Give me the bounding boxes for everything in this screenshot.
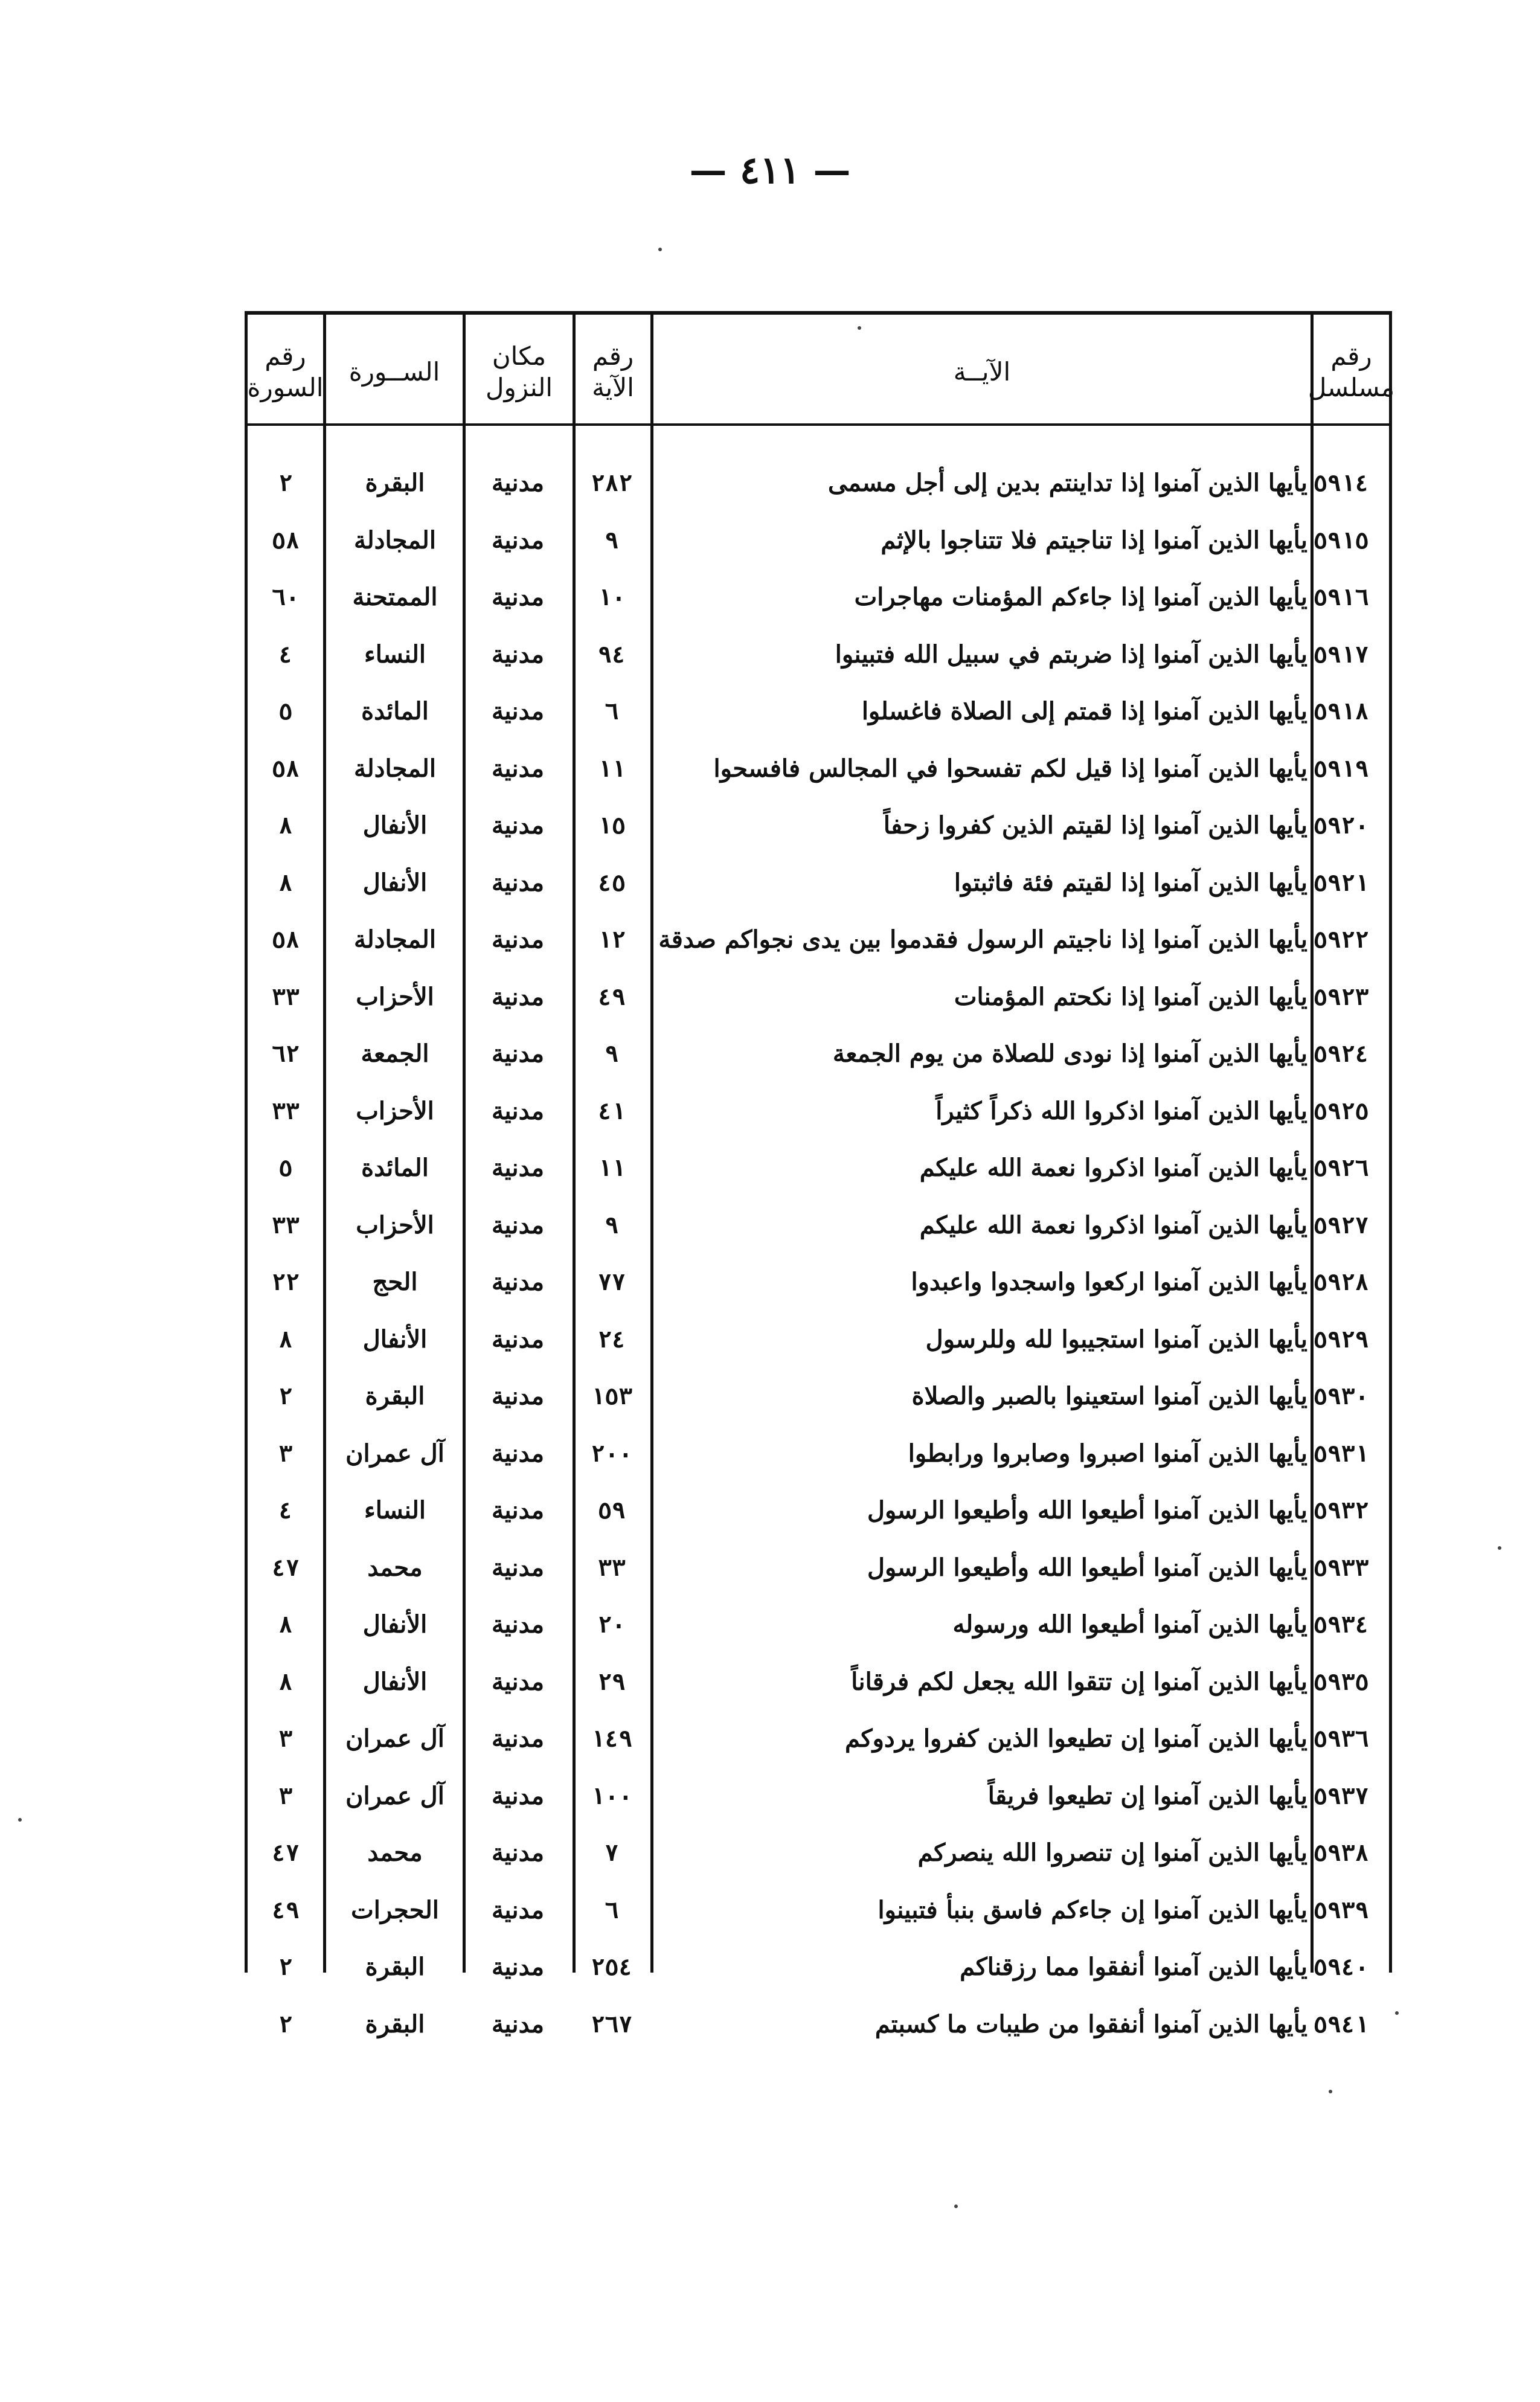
row-surah-name: الجمعة (361, 1039, 429, 1068)
scan-speck (1329, 2090, 1332, 2093)
row-verse-number: ٩ (605, 527, 619, 554)
row-surah-name: الأنفال (362, 1667, 428, 1696)
table-row (245, 1425, 1392, 1483)
row-surah-number: ٣٣ (272, 1097, 300, 1125)
row-revelation-place: مدنية (491, 1154, 545, 1182)
row-surah-name: آل عمران (345, 1439, 444, 1468)
row-verse-number: ١٤٩ (591, 1726, 633, 1752)
row-surah-number: ٨ (278, 1326, 293, 1353)
row-revelation-place: مدنية (491, 1096, 545, 1125)
row-revelation-place: مدنية (491, 1895, 545, 1924)
table-row (245, 1140, 1392, 1197)
row-verse-text: يأيها الذين آمنوا استعينوا بالصبر والصلاة (911, 1382, 1307, 1410)
row-revelation-place: مدنية (491, 754, 545, 783)
table-row (245, 1996, 1392, 2054)
row-verse-text: يأيها الذين آمنوا إن تتقوا الله يجعل لكم فرقاناً (851, 1667, 1307, 1696)
row-surah-number: ٨ (278, 812, 293, 839)
row-verse-text: يأيها الذين آمنوا إذا قمتم إلى الصلاة فاغسلوا (861, 697, 1307, 725)
row-revelation-place: مدنية (491, 868, 545, 897)
row-verse-number: ١٥٣ (591, 1383, 633, 1410)
header-surah-number: رقم السورة (247, 341, 324, 402)
page-number: — ٤١١ — (689, 148, 851, 192)
table-row (245, 1768, 1392, 1825)
row-verse-number: ١٠ (598, 584, 626, 611)
table-row (245, 1083, 1392, 1140)
row-revelation-place: مدنية (491, 1325, 545, 1354)
row-serial-number: ٥٩١٧ (1314, 641, 1369, 668)
table-row (245, 1482, 1392, 1540)
row-revelation-place: مدنية (491, 469, 545, 497)
table-row (245, 455, 1392, 512)
row-serial-number: ٥٩١٨ (1314, 698, 1369, 725)
row-surah-name: المائدة (361, 697, 429, 725)
table-row (245, 1368, 1392, 1425)
table-row (245, 1254, 1392, 1311)
row-serial-number: ٥٩٣٤ (1314, 1611, 1369, 1638)
row-surah-name: الحج (372, 1268, 418, 1296)
row-verse-text: يأيها الذين آمنوا إذا ضربتم في سبيل الله فتبينوا (835, 640, 1307, 669)
row-verse-text: يأيها الذين آمنوا إذا ناجيتم الرسول فقدموا بين يدى نجواكم صدقة (658, 925, 1307, 954)
row-surah-number: ٢ (278, 470, 293, 496)
row-serial-number: ٥٩٢٣ (1314, 983, 1369, 1010)
row-revelation-place: مدنية (491, 1268, 545, 1296)
scan-speck (1498, 1546, 1501, 1550)
row-verse-text: يأيها الذين آمنوا أنفقوا من طيبات ما كسبتم (874, 2009, 1307, 2038)
row-verse-number: ٤١ (598, 1097, 626, 1125)
row-revelation-place: مدنية (491, 640, 545, 669)
row-verse-text: يأيها الذين آمنوا إذا جاءكم المؤمنات مهاجرات (854, 583, 1307, 611)
row-serial-number: ٥٩٢٨ (1314, 1269, 1369, 1296)
row-surah-name: البقرة (365, 469, 425, 497)
row-serial-number: ٥٩٣٨ (1314, 1840, 1369, 1866)
row-surah-name: آل عمران (345, 1781, 444, 1810)
row-surah-name: البقرة (365, 2009, 425, 2038)
row-verse-number: ٣٣ (598, 1554, 626, 1581)
table-row (245, 569, 1392, 626)
row-surah-name: الأحزاب (356, 1096, 434, 1125)
row-serial-number: ٥٩٢٧ (1314, 1212, 1369, 1239)
row-surah-number: ٦٠ (272, 584, 300, 611)
row-verse-text: يأيها الذين آمنوا إن تطيعوا فريقاً (987, 1781, 1307, 1810)
row-surah-number: ٢ (278, 1383, 293, 1410)
row-revelation-place: مدنية (491, 925, 545, 954)
row-revelation-place: مدنية (491, 1210, 545, 1239)
row-verse-number: ١١ (598, 1155, 626, 1181)
header-rule (245, 423, 1392, 426)
row-verse-number: ٢٠٠ (591, 1440, 633, 1467)
verse-index-table (245, 311, 1395, 2038)
row-revelation-place: مدنية (491, 811, 545, 840)
row-surah-number: ٥٨ (272, 755, 300, 782)
row-surah-name: المجادلة (354, 754, 436, 783)
row-serial-number: ٥٩١٦ (1314, 584, 1369, 611)
table-row (245, 1825, 1392, 1882)
table-row (245, 911, 1392, 969)
row-verse-text: يأيها الذين آمنوا إذا نكحتم المؤمنات (954, 982, 1307, 1011)
row-surah-number: ٤ (278, 1497, 293, 1524)
row-verse-number: ٧ (605, 1840, 619, 1866)
header-serial: رقم مسلسل (1307, 341, 1395, 402)
row-surah-name: الأنفال (362, 1325, 428, 1354)
row-surah-name: محمد (367, 1838, 423, 1867)
row-serial-number: ٥٩٤١ (1314, 2011, 1369, 2038)
row-surah-name: محمد (367, 1553, 423, 1582)
table-row (245, 1311, 1392, 1369)
row-verse-text: يأيها الذين آمنوا اذكروا الله ذكراً كثيراً (935, 1096, 1307, 1125)
row-surah-number: ٢٢ (272, 1269, 300, 1296)
row-revelation-place: مدنية (491, 1382, 545, 1410)
row-surah-number: ٥ (278, 1155, 293, 1181)
row-serial-number: ٥٩٢٢ (1314, 926, 1369, 953)
row-serial-number: ٥٩٣٧ (1314, 1782, 1369, 1810)
row-serial-number: ٥٩٢٦ (1314, 1155, 1369, 1181)
row-surah-number: ٢ (278, 2011, 293, 2038)
row-serial-number: ٥٩١٩ (1314, 755, 1369, 782)
row-revelation-place: مدنية (491, 1039, 545, 1068)
table-row (245, 1939, 1392, 1996)
table-row (245, 1710, 1392, 1768)
scan-speck (858, 326, 861, 330)
row-revelation-place: مدنية (491, 1781, 545, 1810)
row-verse-number: ٧٧ (598, 1269, 626, 1296)
header-verse-number: رقم الآية (592, 341, 634, 402)
row-surah-name: المائدة (361, 1154, 429, 1182)
table-row (245, 512, 1392, 570)
row-serial-number: ٥٩١٤ (1314, 470, 1369, 496)
scan-speck (658, 248, 662, 251)
row-surah-number: ٥ (278, 698, 293, 725)
row-revelation-place: مدنية (491, 1667, 545, 1696)
row-serial-number: ٥٩٣٣ (1314, 1554, 1369, 1581)
row-verse-number: ١٥ (598, 812, 626, 839)
header-surah: الســورة (348, 356, 440, 387)
table-row (245, 740, 1392, 798)
row-revelation-place: مدنية (491, 1724, 545, 1753)
row-surah-name: البقرة (365, 1953, 425, 1981)
row-verse-text: يأيها الذين آمنوا أطيعوا الله وأطيعوا الرسول (867, 1553, 1307, 1582)
row-verse-number: ٤٩ (598, 983, 626, 1010)
row-verse-number: ٤٥ (598, 869, 626, 896)
table-row (245, 626, 1392, 684)
row-verse-text: يأيها الذين آمنوا إن تنصروا الله ينصركم (917, 1838, 1307, 1867)
row-surah-number: ٣٣ (272, 1212, 300, 1239)
table-body (245, 455, 1392, 2053)
table-row (245, 1197, 1392, 1254)
row-serial-number: ٥٩٣٥ (1314, 1668, 1369, 1695)
row-verse-text: يأيها الذين آمنوا إذا قيل لكم تفسحوا في المجالس فافسحوا (713, 754, 1307, 783)
row-surah-number: ٣ (278, 1726, 293, 1752)
row-revelation-place: مدنية (491, 1953, 545, 1981)
header-verse: الآيــة (953, 356, 1011, 387)
table-row (245, 797, 1392, 855)
table-row (245, 1596, 1392, 1654)
row-verse-text: يأيها الذين آمنوا إذا نودى للصلاة من يوم الجمعة (832, 1039, 1307, 1068)
row-verse-text: يأيها الذين آمنوا أنفقوا مما رزقناكم (960, 1953, 1307, 1981)
row-surah-number: ٣ (278, 1440, 293, 1467)
row-serial-number: ٥٩٣٢ (1314, 1497, 1369, 1524)
row-serial-number: ٥٩٣٦ (1314, 1726, 1369, 1752)
row-verse-number: ٢٤ (598, 1326, 626, 1353)
row-surah-name: الأحزاب (356, 1210, 434, 1239)
header-revelation-place: مكان النزول (485, 341, 553, 402)
scan-speck (954, 2205, 958, 2208)
row-revelation-place: مدنية (491, 1439, 545, 1468)
table-row (245, 1540, 1392, 1597)
row-verse-number: ١٢ (598, 926, 626, 953)
row-verse-number: ٢٠ (598, 1611, 626, 1638)
row-surah-number: ٤٧ (272, 1554, 300, 1581)
row-surah-name: الأنفال (362, 811, 428, 840)
row-surah-number: ٦٢ (272, 1041, 300, 1067)
row-surah-name: الأحزاب (356, 982, 434, 1011)
row-verse-text: يأيها الذين آمنوا إذا لقيتم فئة فاثبتوا (954, 868, 1307, 897)
row-revelation-place: مدنية (491, 1610, 545, 1639)
row-verse-number: ٥٩ (598, 1497, 626, 1524)
row-verse-text: يأيها الذين آمنوا إذا لقيتم الذين كفروا زحفاً (883, 811, 1307, 840)
row-surah-name: المجادلة (354, 525, 436, 554)
row-verse-text: يأيها الذين آمنوا اركعوا واسجدوا واعبدوا (911, 1268, 1307, 1296)
row-serial-number: ٥٩٢٤ (1314, 1041, 1369, 1067)
row-surah-name: الحجرات (351, 1895, 439, 1924)
row-serial-number: ٥٩٣٩ (1314, 1896, 1369, 1924)
row-serial-number: ٥٩٤٠ (1314, 1954, 1369, 1980)
row-surah-number: ٥٨ (272, 926, 300, 953)
row-verse-number: ٦ (605, 1896, 619, 1924)
row-surah-number: ٤٩ (272, 1896, 300, 1924)
row-revelation-place: مدنية (491, 1838, 545, 1867)
row-verse-number: ٩٤ (598, 641, 626, 668)
row-serial-number: ٥٩٣١ (1314, 1440, 1369, 1467)
row-surah-name: الأنفال (362, 1610, 428, 1639)
row-verse-text: يأيها الذين آمنوا استجيبوا لله وللرسول (925, 1325, 1307, 1354)
row-surah-number: ٨ (278, 1611, 293, 1638)
row-serial-number: ٥٩٢١ (1314, 869, 1369, 896)
row-verse-text: يأيها الذين آمنوا إن تطيعوا الذين كفروا يردوكم (844, 1724, 1307, 1753)
row-verse-text: يأيها الذين آمنوا إن جاءكم فاسق بنبأ فتبينوا (877, 1895, 1307, 1924)
scan-speck (18, 1818, 22, 1822)
table-row (245, 1026, 1392, 1083)
row-surah-number: ٣ (278, 1782, 293, 1810)
row-revelation-place: مدنية (491, 1553, 545, 1582)
row-verse-number: ٩ (605, 1041, 619, 1067)
row-verse-number: ٢٦٧ (591, 2011, 633, 2038)
row-surah-number: ٢ (278, 1954, 293, 1980)
row-verse-number: ٢٥٤ (591, 1954, 633, 1980)
row-verse-text: يأيها الذين آمنوا أطيعوا الله وأطيعوا الرسول (867, 1496, 1307, 1524)
row-verse-number: ٢٨٢ (591, 470, 633, 496)
row-surah-name: الممتحنة (352, 583, 438, 611)
row-revelation-place: مدنية (491, 2009, 545, 2038)
table-row (245, 1654, 1392, 1711)
table-row (245, 969, 1392, 1026)
table-row (245, 855, 1392, 912)
row-surah-name: البقرة (365, 1382, 425, 1410)
row-serial-number: ٥٩٣٠ (1314, 1383, 1369, 1410)
scan-speck (1395, 2011, 1399, 2015)
row-serial-number: ٥٩١٥ (1314, 527, 1369, 554)
row-surah-number: ٨ (278, 1668, 293, 1695)
row-surah-number: ٨ (278, 869, 293, 896)
row-revelation-place: مدنية (491, 1496, 545, 1524)
row-surah-name: النساء (364, 640, 426, 669)
table-row (245, 683, 1392, 740)
row-revelation-place: مدنية (491, 697, 545, 725)
row-surah-number: ٣٣ (272, 983, 300, 1010)
row-revelation-place: مدنية (491, 525, 545, 554)
row-verse-number: ٩ (605, 1212, 619, 1239)
row-revelation-place: مدنية (491, 982, 545, 1011)
row-verse-number: ٦ (605, 698, 619, 725)
row-surah-number: ٤٧ (272, 1840, 300, 1866)
row-revelation-place: مدنية (491, 583, 545, 611)
row-verse-text: يأيها الذين آمنوا إذا تداينتم بدين إلى أجل مسمى (828, 469, 1307, 497)
row-verse-text: يأيها الذين آمنوا اذكروا نعمة الله عليكم (919, 1154, 1307, 1182)
row-surah-name: المجادلة (354, 925, 436, 954)
row-verse-number: ١١ (598, 755, 626, 782)
row-surah-name: الأنفال (362, 868, 428, 897)
row-verse-text: يأيها الذين آمنوا أطيعوا الله ورسوله (952, 1610, 1307, 1639)
row-serial-number: ٥٩٢٥ (1314, 1097, 1369, 1125)
row-surah-name: النساء (364, 1496, 426, 1524)
row-verse-number: ١٠٠ (591, 1782, 633, 1810)
row-verse-text: يأيها الذين آمنوا اصبروا وصابروا ورابطوا (908, 1439, 1307, 1468)
row-verse-text: يأيها الذين آمنوا اذكروا نعمة الله عليكم (919, 1210, 1307, 1239)
row-serial-number: ٥٩٢٠ (1314, 812, 1369, 839)
row-surah-number: ٥٨ (272, 527, 300, 554)
table-row (245, 1882, 1392, 1939)
row-surah-number: ٤ (278, 641, 293, 668)
row-verse-number: ٢٩ (598, 1668, 626, 1695)
row-serial-number: ٥٩٢٩ (1314, 1326, 1369, 1353)
row-verse-text: يأيها الذين آمنوا إذا تناجيتم فلا تتناجوا بالإثم (881, 525, 1307, 554)
row-surah-name: آل عمران (345, 1724, 444, 1753)
